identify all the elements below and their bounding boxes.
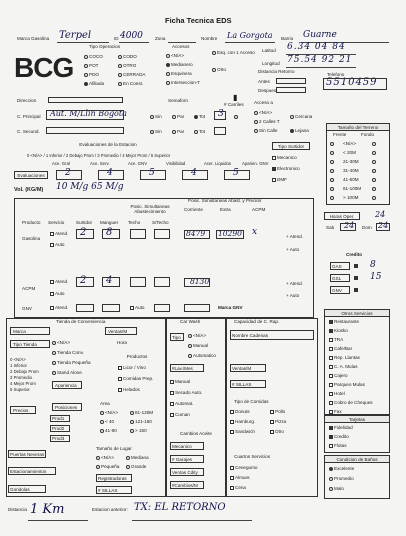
ventas-cdity[interactable]: Ventas Cdity bbox=[170, 468, 204, 476]
gas-surtidor[interactable]: 2 bbox=[80, 227, 87, 238]
credito-value[interactable]: 15 bbox=[370, 272, 382, 282]
gas-plus-auto: + Auto bbox=[286, 247, 300, 252]
dom-label: Dom bbox=[362, 225, 372, 230]
otros-item[interactable]: Restaurante bbox=[329, 320, 359, 325]
tienda-peq[interactable]: Tienda Pequeña bbox=[52, 361, 91, 366]
nombre-cadenas[interactable]: Nombre Cadenas bbox=[230, 330, 314, 340]
tamano-row[interactable] bbox=[330, 187, 335, 192]
despues-label: Despues bbox=[258, 88, 277, 93]
tipo-tienda[interactable]: Tipo Tienda bbox=[10, 340, 50, 348]
cw-item-cuman[interactable]: Cuman bbox=[170, 413, 190, 418]
escala-item: 2 Debajo Prom bbox=[10, 369, 39, 374]
producto-col-header: Manguer bbox=[100, 220, 119, 225]
eval-value[interactable]: 2 bbox=[65, 168, 71, 178]
c-principal-value[interactable]: Aut. M/Llin Bogota bbox=[50, 109, 127, 118]
acpm-plus-auto: + Auto bbox=[286, 293, 300, 298]
area-na[interactable]: <N/A> bbox=[100, 411, 118, 416]
productos-btn[interactable]: Productos bbox=[126, 354, 148, 359]
cpal-par[interactable]: Par bbox=[172, 115, 184, 120]
zona-label: Zona bbox=[155, 36, 166, 41]
distance-label: Distancia bbox=[8, 507, 27, 512]
sab-value[interactable]: 24 bbox=[344, 221, 355, 230]
escala-item: 5 Superior bbox=[10, 387, 30, 392]
cw-auto[interactable]: Automatico bbox=[188, 354, 216, 359]
area-gt160[interactable]: > 160 bbox=[130, 429, 147, 434]
area-120[interactable]: 81-120M bbox=[130, 411, 153, 416]
otros-item[interactable]: Hotel bbox=[329, 392, 345, 397]
bano-item[interactable]: Malo bbox=[329, 487, 344, 492]
tamano-row-fondo[interactable] bbox=[372, 151, 377, 156]
ts-electronico[interactable]: Electronico bbox=[272, 167, 300, 172]
estacionamientos-btn[interactable]: Estacionamientos bbox=[8, 467, 56, 475]
acpm-precio[interactable]: 8130 bbox=[190, 277, 210, 286]
producto-col-header: Surtidor bbox=[76, 220, 93, 225]
traffic-light-icon: ▮ bbox=[233, 93, 238, 102]
gas-plus-atend: + Atend. bbox=[286, 234, 303, 239]
tamano-row-label: 61-100M bbox=[343, 186, 362, 191]
comida-item[interactable]: Donuts bbox=[230, 410, 250, 415]
eval-value[interactable]: 5 bbox=[233, 168, 239, 178]
tamano-row-label: 41-60M bbox=[343, 177, 359, 182]
carwash-title: Car Wash bbox=[180, 319, 201, 324]
gas-precio1[interactable]: 8479 bbox=[186, 229, 206, 238]
tipo-operacion-label: Tipo Operacion bbox=[89, 44, 121, 49]
tamano-terreno-title: Tamaño del Terreno bbox=[326, 123, 390, 131]
producto-col-header: Producto bbox=[22, 220, 41, 225]
lugar-mediana[interactable]: Mediana bbox=[126, 456, 149, 461]
comida-item[interactable]: Pizza bbox=[270, 420, 286, 425]
calle-2[interactable]: 2 Calles T bbox=[254, 120, 280, 125]
eval-header: Aparien. GNV bbox=[242, 161, 269, 166]
gnv-label: GNV bbox=[22, 306, 32, 311]
acceso-na[interactable]: <N/A> bbox=[166, 54, 184, 59]
lugar-na[interactable]: <N/A> bbox=[96, 456, 114, 461]
lugar-grande[interactable]: Grande bbox=[126, 465, 146, 470]
posiciones-btn[interactable]: Posiciones bbox=[52, 403, 82, 411]
form-title: Ficha Tecnica EDS bbox=[165, 16, 232, 25]
tarjeta-item[interactable]: Fidelidad bbox=[329, 426, 353, 431]
otros-item[interactable]: Rep. Llantas bbox=[329, 356, 360, 361]
fmt-header: Posic. Simultaneas Abastecimiento bbox=[130, 204, 170, 214]
tienda-stand[interactable]: Stand Alone bbox=[52, 371, 82, 376]
cw-na[interactable]: <N/A> bbox=[188, 334, 206, 339]
vol-label: Vol. (KG/M) bbox=[14, 187, 44, 193]
tipo-op-en-const[interactable]: En Const. bbox=[118, 82, 143, 87]
calle-lejana[interactable]: Lejana bbox=[290, 129, 309, 134]
gas-atend[interactable]: Atend. bbox=[50, 232, 68, 237]
tarjeta-item[interactable]: Flotas bbox=[329, 444, 347, 449]
precio-extra: Extra bbox=[220, 207, 231, 212]
eval-header: Acer. Liquidos bbox=[204, 161, 231, 166]
comida-item[interactable]: Hamburg. bbox=[230, 420, 255, 425]
sab-label: Sab bbox=[326, 225, 335, 230]
tipo-op-otro[interactable]: OTRO bbox=[118, 64, 136, 69]
credito-check[interactable] bbox=[354, 288, 359, 293]
gas-precio2[interactable]: 10290 bbox=[218, 229, 242, 238]
eval-value[interactable]: 5 bbox=[149, 168, 155, 178]
gondolas-btn[interactable]: Gondolas bbox=[8, 485, 46, 493]
carwash-tipo[interactable]: Tipo bbox=[170, 333, 184, 341]
cap-sillas[interactable]: # SILLAS bbox=[230, 380, 266, 388]
gas-manguer[interactable]: 8 bbox=[106, 227, 113, 238]
antes-label: Antes bbox=[258, 79, 270, 84]
tamano-row-fondo[interactable] bbox=[372, 187, 377, 192]
credito-row-label: GSL bbox=[330, 274, 350, 282]
calle-na[interactable]: <N/A> bbox=[254, 111, 272, 116]
tamano-row[interactable] bbox=[330, 142, 335, 147]
acpm-plus-atend: + Atend. bbox=[286, 281, 303, 286]
tamano-row-label: < 20M bbox=[343, 150, 356, 155]
producto-col-header: Servicio bbox=[48, 220, 65, 225]
acceso-esquinera[interactable]: Esquinera bbox=[166, 72, 192, 77]
area-160[interactable]: 121-160 bbox=[130, 420, 152, 425]
telefono-label: Telefono bbox=[327, 72, 345, 77]
eval-header: Ace. GNV bbox=[128, 161, 148, 166]
acpm-auto[interactable]: Auto bbox=[50, 292, 64, 297]
banos-title: Condicion de Baños bbox=[324, 455, 390, 463]
tamano-row[interactable] bbox=[330, 178, 335, 183]
prod3-btn[interactable]: Prod3 bbox=[50, 435, 70, 442]
evaluaciones-title: Evaluaciones de la Estacion bbox=[79, 142, 137, 147]
horas-oper-value[interactable]: 24 bbox=[375, 210, 386, 219]
tarjetas-title: Tarjetas bbox=[324, 415, 390, 423]
telefono-value[interactable]: 5510459 bbox=[326, 77, 378, 88]
latitud-label: Latitud bbox=[262, 48, 276, 53]
escala-item: 0 <N/A> bbox=[10, 357, 26, 362]
bano-item[interactable]: Promedio bbox=[329, 477, 354, 482]
c-principal-label: C. Principal bbox=[17, 114, 41, 119]
acpm-atend[interactable]: Atend. bbox=[50, 280, 68, 285]
gnv-auto[interactable]: Auto bbox=[130, 306, 144, 311]
tipo-comidas-label: Tipo de Comidas bbox=[234, 399, 269, 404]
marca-value[interactable]: Terpel bbox=[59, 30, 92, 41]
tipo-surtidor-btn[interactable]: Tipo Surtidor bbox=[272, 142, 310, 150]
precio-acpm: ACPM bbox=[252, 207, 266, 212]
acpm-label: ACPM bbox=[22, 286, 36, 291]
c-secund-label: C. Secund. bbox=[17, 129, 40, 134]
cap-ventas[interactable]: Ventas/M bbox=[230, 364, 266, 372]
tamano-row-label: > 100M bbox=[343, 195, 359, 200]
cambios-title: Cambios Aceite bbox=[180, 431, 212, 436]
tamano-row[interactable] bbox=[330, 160, 335, 165]
dist-retorno-label: Distancia Retorno bbox=[258, 69, 295, 74]
tamano-row-fondo[interactable] bbox=[372, 169, 377, 174]
tienda-na[interactable]: <N/A> bbox=[52, 341, 70, 346]
cambios-mes[interactable]: #Cambios/M bbox=[170, 481, 204, 489]
evaluaciones-btn[interactable]: Evaluaciones bbox=[14, 171, 48, 179]
otros-item[interactable]: Fax bbox=[329, 410, 342, 415]
gas-x[interactable]: x bbox=[252, 227, 258, 237]
nombre-value[interactable]: La Gorgota bbox=[227, 31, 273, 40]
otros-item[interactable]: TRA bbox=[329, 338, 343, 343]
id-value[interactable]: 4000 bbox=[120, 31, 143, 41]
acceso-a-label: Acceso a bbox=[254, 100, 273, 105]
marca-label: Marca Gasolina bbox=[17, 36, 50, 41]
tamano-row-fondo[interactable] bbox=[372, 142, 377, 147]
credito-row-label: GNV bbox=[330, 286, 350, 294]
carriles-label: # Carriles bbox=[224, 102, 244, 107]
acpm-manguer[interactable]: 4 bbox=[106, 275, 113, 286]
prod2-btn[interactable]: Prod2 bbox=[50, 425, 70, 432]
comida-item[interactable]: Otro bbox=[270, 430, 284, 435]
tamano-row[interactable] bbox=[330, 196, 335, 201]
surtidor-count[interactable]: 3 bbox=[218, 109, 224, 119]
comida-item[interactable]: Pollo bbox=[270, 410, 285, 415]
csec-tot[interactable]: Tot bbox=[194, 130, 205, 135]
otros-item[interactable]: Cafe/Bar bbox=[329, 347, 352, 352]
tipo-op-cerrada[interactable]: CERRADA bbox=[118, 73, 145, 78]
eval-header: Ace. Serv. bbox=[90, 161, 110, 166]
prod-helados[interactable]: Helados bbox=[118, 388, 140, 393]
eval-value[interactable]: 4 bbox=[191, 168, 197, 178]
credito-value[interactable]: 8 bbox=[370, 260, 376, 270]
tienda-marca[interactable]: Marca bbox=[10, 327, 50, 335]
apariencia-btn[interactable]: Apariencia bbox=[52, 381, 82, 389]
marca-gnv-label: Marca GNV bbox=[218, 305, 243, 310]
lugar-pequena[interactable]: Pequeña bbox=[96, 465, 119, 470]
barrio-label: Barrio bbox=[281, 36, 294, 41]
prod1-btn[interactable]: Prod1 bbox=[50, 415, 70, 422]
otros-item[interactable]: Kiosko bbox=[329, 329, 348, 334]
cw-manual[interactable]: Manual bbox=[188, 344, 208, 349]
gnv-atend[interactable]: Atend. bbox=[50, 306, 68, 311]
tienda-title: Tienda de Conveniencia bbox=[56, 319, 106, 324]
eval-header: Visibilidad bbox=[166, 161, 186, 166]
otros-item[interactable]: Cajero bbox=[329, 374, 348, 379]
credito-title: Credito bbox=[346, 252, 363, 257]
acpm-surtidor[interactable]: 2 bbox=[80, 275, 87, 286]
eval-value[interactable]: 4 bbox=[107, 168, 113, 178]
tipo-op-pdo[interactable]: PDO bbox=[84, 73, 99, 78]
escala-item: 3 Promedio bbox=[10, 375, 32, 380]
longitud-label: Longitud bbox=[262, 61, 280, 66]
tamano-lugar-label: Tamaño de Lugar bbox=[96, 446, 132, 451]
otros-title: Otros Servicios bbox=[324, 309, 390, 317]
tienda-hora: Hora bbox=[117, 340, 127, 345]
cw-item-secado[interactable]: Secado Auto. bbox=[170, 391, 202, 396]
id-label: ID bbox=[114, 36, 119, 41]
cuarto-3[interactable]: Cena bbox=[230, 486, 246, 491]
frente-label: Frente bbox=[333, 132, 347, 137]
cpal-sin[interactable]: Sin bbox=[150, 115, 162, 120]
tamano-row-fondo[interactable] bbox=[372, 196, 377, 201]
dom-value[interactable]: 24 bbox=[378, 221, 389, 230]
escala-item: 4 Mejor Prom bbox=[10, 381, 36, 386]
tipo-op-coco[interactable]: COCO bbox=[84, 55, 103, 60]
anterior-label: Estacion anterior: bbox=[92, 507, 128, 512]
credito-row-label: GAS bbox=[330, 262, 350, 270]
cw-item-automat[interactable]: Automat. bbox=[170, 402, 193, 407]
tipo-op-pot[interactable]: POT bbox=[84, 64, 98, 69]
cuartos-label: Cuartos Servicios bbox=[234, 454, 270, 459]
longitud-value[interactable]: 75.54 92 21 bbox=[287, 55, 353, 65]
nombre-label: Nombre bbox=[201, 36, 218, 41]
area-label: Area bbox=[100, 401, 110, 406]
cpal-tot[interactable]: Tot bbox=[194, 115, 205, 120]
csec-sin[interactable]: Sin bbox=[150, 130, 162, 135]
direccion-label: Direccion bbox=[17, 98, 37, 103]
otros-item[interactable]: Parqueo Mulas bbox=[329, 383, 365, 388]
gasolina-label: Gasolina bbox=[22, 236, 41, 241]
credito-check[interactable] bbox=[354, 264, 359, 269]
credito-check[interactable] bbox=[354, 276, 359, 281]
cw-lav[interactable]: #Lav./Mes bbox=[170, 364, 204, 372]
ts-mecanico[interactable]: Mecanico bbox=[272, 156, 297, 161]
registradoras-btn[interactable]: Registradoras bbox=[96, 474, 132, 482]
sillas-tienda[interactable]: # SILLAS bbox=[96, 486, 132, 494]
barrio-value[interactable]: Guarne bbox=[303, 30, 337, 40]
garajes-btn[interactable]: # Garajes bbox=[170, 455, 204, 463]
tipo-op-afiliada[interactable]: Afiliada bbox=[84, 82, 104, 87]
tamano-row-label: 21-30M bbox=[343, 159, 359, 164]
puertas-btn[interactable]: Puertas Neveras bbox=[10, 452, 45, 457]
gas-auto[interactable]: Auto bbox=[50, 243, 64, 248]
precio-header: Posic. Simultaneas Abast. y Precios bbox=[188, 198, 262, 203]
tienda-ventas[interactable]: Ventas/M bbox=[105, 327, 137, 335]
accesos-label: Accesos bbox=[172, 44, 190, 49]
cw-item-manual[interactable]: Manual bbox=[170, 380, 190, 385]
evaluaciones-legend: 0 <N/A> / 1 Inferior / 2 Debajo Prom / 3 Promedio / 4 Mejor Prom / 5 Superior bbox=[27, 153, 171, 158]
acceso-esq-1[interactable]: Esq. con 1 Acceso bbox=[212, 51, 255, 56]
cuarto-1[interactable]: Cenegumo bbox=[230, 466, 257, 471]
tipo-op-codo[interactable]: CODO bbox=[118, 55, 137, 60]
distance-value[interactable]: 1 Km bbox=[30, 502, 65, 517]
prod-comidas[interactable]: Comidas Prep. bbox=[118, 377, 153, 382]
calle-cercana[interactable]: Cercana bbox=[290, 115, 312, 120]
area-80[interactable]: 41-80 bbox=[100, 429, 117, 434]
fondo-label: Fondo bbox=[361, 132, 375, 137]
tarjeta-item[interactable]: Credito bbox=[329, 435, 349, 440]
acceso-otro[interactable]: Otro bbox=[212, 68, 226, 73]
area-40[interactable]: < 40 bbox=[100, 420, 114, 425]
calle-sin[interactable]: Sin Calle bbox=[254, 129, 277, 134]
precios-btn[interactable]: Precios bbox=[10, 406, 36, 414]
tamano-row-label: <N/A> bbox=[343, 141, 357, 146]
producto-col-header: S/Techo bbox=[152, 220, 169, 225]
otros-item[interactable]: Cobro de Cheques bbox=[329, 401, 373, 406]
tamano-row-label: 31-40M bbox=[343, 168, 359, 173]
producto-col-header: Techo bbox=[128, 220, 141, 225]
csec-par[interactable]: Par bbox=[172, 130, 184, 135]
tamano-row-fondo[interactable] bbox=[372, 178, 377, 183]
latitud-value[interactable]: 6.34 04 84 bbox=[287, 42, 346, 52]
comida-item[interactable]: Sandwich bbox=[230, 430, 255, 435]
vol-value[interactable]: 10 M/g 65 M/g bbox=[56, 182, 124, 192]
capacidad-title: Capacidad de C. Rap. bbox=[234, 319, 280, 324]
acceso-medianero[interactable]: Medianero bbox=[166, 63, 193, 68]
mecanico-btn[interactable]: Mecanico bbox=[170, 442, 204, 450]
tamano-row[interactable] bbox=[330, 151, 335, 156]
tamano-row-fondo[interactable] bbox=[372, 160, 377, 165]
anterior-value[interactable]: TX: EL RETORNO bbox=[134, 502, 226, 513]
bano-item[interactable]: Excelente bbox=[329, 467, 354, 472]
prod-licor[interactable]: Licor / Vino bbox=[118, 366, 146, 371]
semaforo-label: Semaforo bbox=[168, 98, 188, 103]
bcg-logo: BCG bbox=[14, 52, 74, 83]
tamano-row[interactable] bbox=[330, 169, 335, 174]
otros-item[interactable]: C. A. Mulas bbox=[329, 365, 358, 370]
cuarto-2[interactable]: Almuer. bbox=[230, 476, 251, 481]
cpal-n[interactable] bbox=[234, 115, 239, 120]
horas-oper-btn[interactable]: Horas Oper. bbox=[324, 212, 360, 220]
precio-corriente: Corriente bbox=[184, 207, 203, 212]
ts-dmf[interactable]: DMF bbox=[272, 178, 287, 183]
escala-item: 1 Inferior bbox=[10, 363, 27, 368]
tienda-conv[interactable]: Tienda Conv. bbox=[52, 351, 84, 356]
acceso-interseccion[interactable]: Interseccion-T bbox=[166, 81, 200, 86]
eval-header: Ace. Gral bbox=[52, 161, 70, 166]
